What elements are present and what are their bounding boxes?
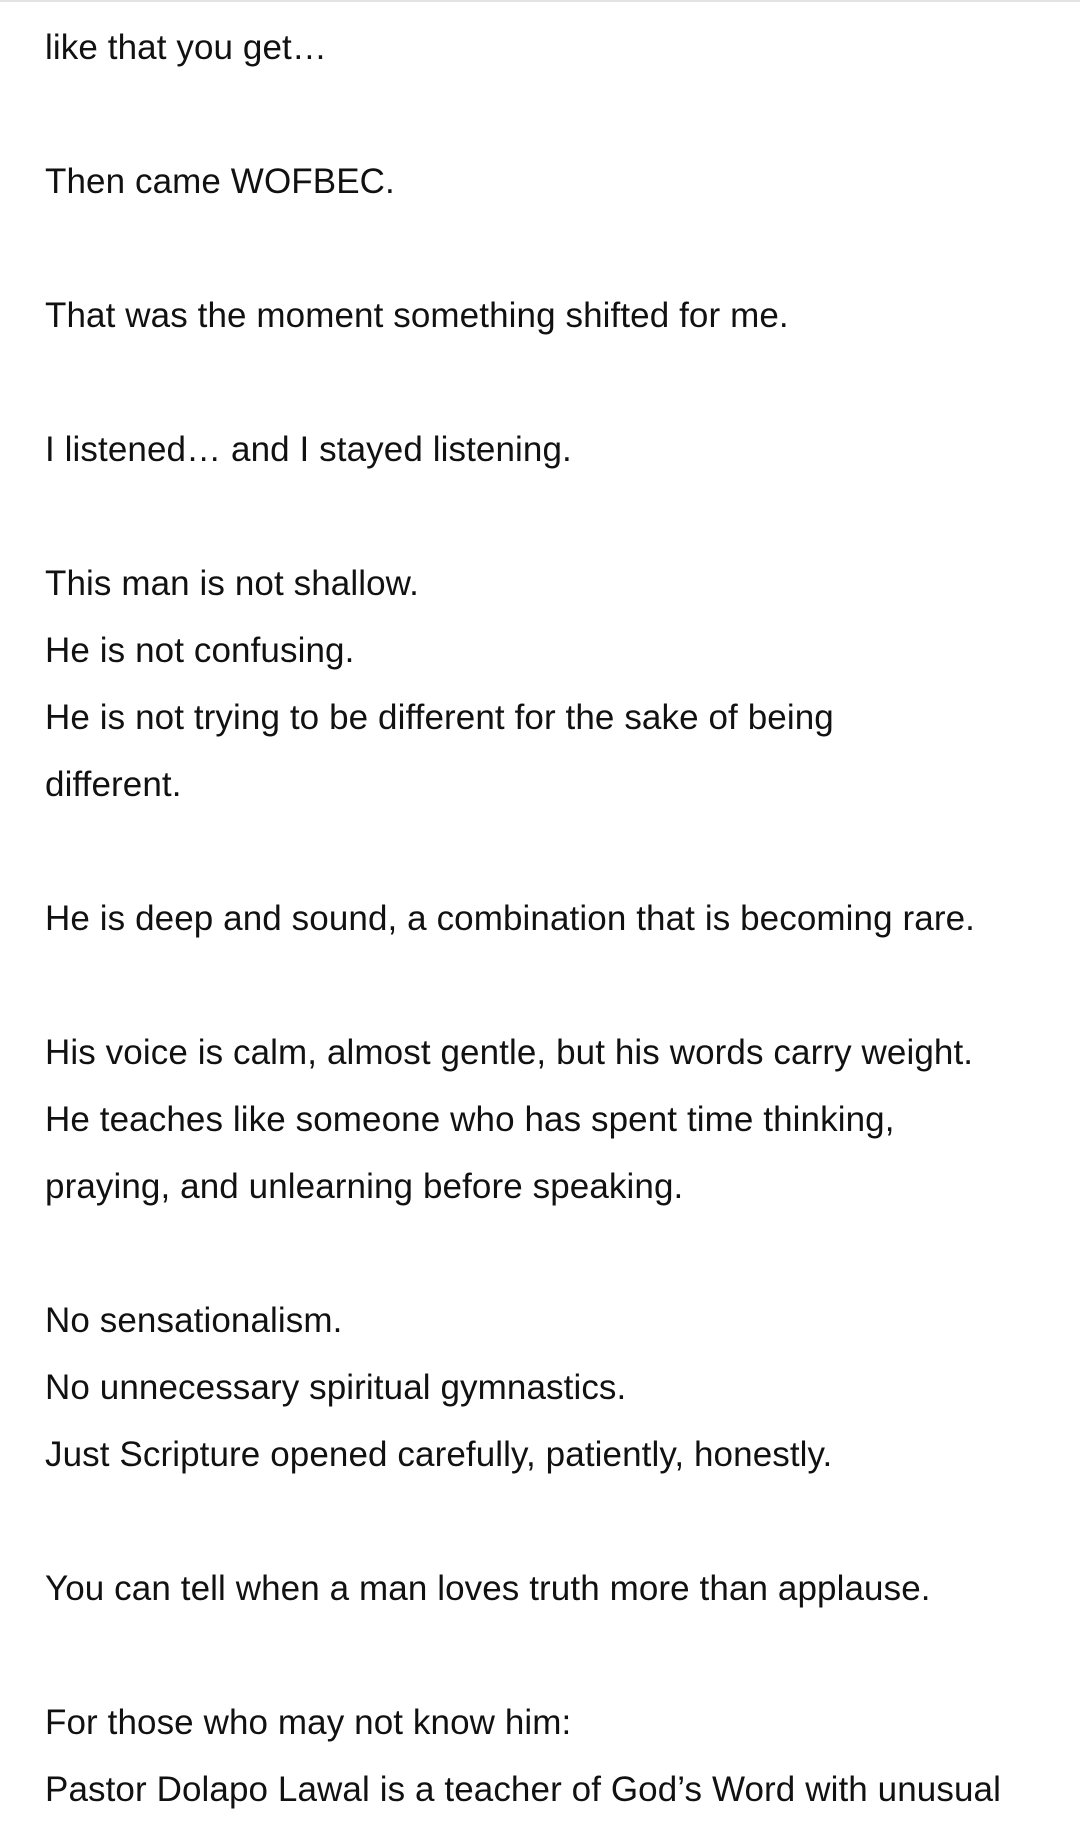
paragraph-gap	[45, 215, 1055, 282]
post-line: He teaches like someone who has spent time thinking,	[45, 1100, 895, 1139]
post-line: like that you get…	[45, 28, 327, 67]
post-line: You can tell when a man loves truth more than applause.	[45, 1569, 931, 1608]
post-line: He is not trying to be different for the sake of being	[45, 698, 834, 737]
post-line: His voice is calm, almost gentle, but his words carry weight.	[45, 1033, 974, 1072]
paragraph-gap	[45, 81, 1055, 148]
post-body	[45, 14, 1055, 1823]
post-line: No unnecessary spiritual gymnastics.	[45, 1368, 627, 1407]
paragraph-gap	[45, 1220, 1055, 1287]
paragraph-gap	[45, 1622, 1055, 1689]
post-line: He is not confusing.	[45, 631, 355, 670]
paragraph-gap	[45, 349, 1055, 416]
post-line: He is deep and sound, a combination that is becoming rare.	[45, 899, 975, 938]
paragraph-gap	[45, 818, 1055, 885]
post-line: Pastor Dolapo Lawal is a teacher of God’s Word with unusual	[45, 1770, 1001, 1809]
post-line: different.	[45, 765, 182, 804]
post-line: Then came WOFBEC.	[45, 162, 395, 201]
paragraph-gap	[45, 1488, 1055, 1555]
post-line: This man is not shallow.	[45, 564, 419, 603]
top-divider	[0, 0, 1080, 2]
paragraph-gap	[45, 483, 1055, 550]
post-line: That was the moment something shifted for me.	[45, 296, 789, 335]
post-line: praying, and unlearning before speaking.	[45, 1167, 684, 1206]
post-line: Just Scripture opened carefully, patiently, honestly.	[45, 1435, 833, 1474]
post-line: I listened… and I stayed listening.	[45, 430, 572, 469]
paragraph-gap	[45, 952, 1055, 1019]
post-line: No sensationalism.	[45, 1301, 343, 1340]
post-line: For those who may not know him:	[45, 1703, 572, 1742]
